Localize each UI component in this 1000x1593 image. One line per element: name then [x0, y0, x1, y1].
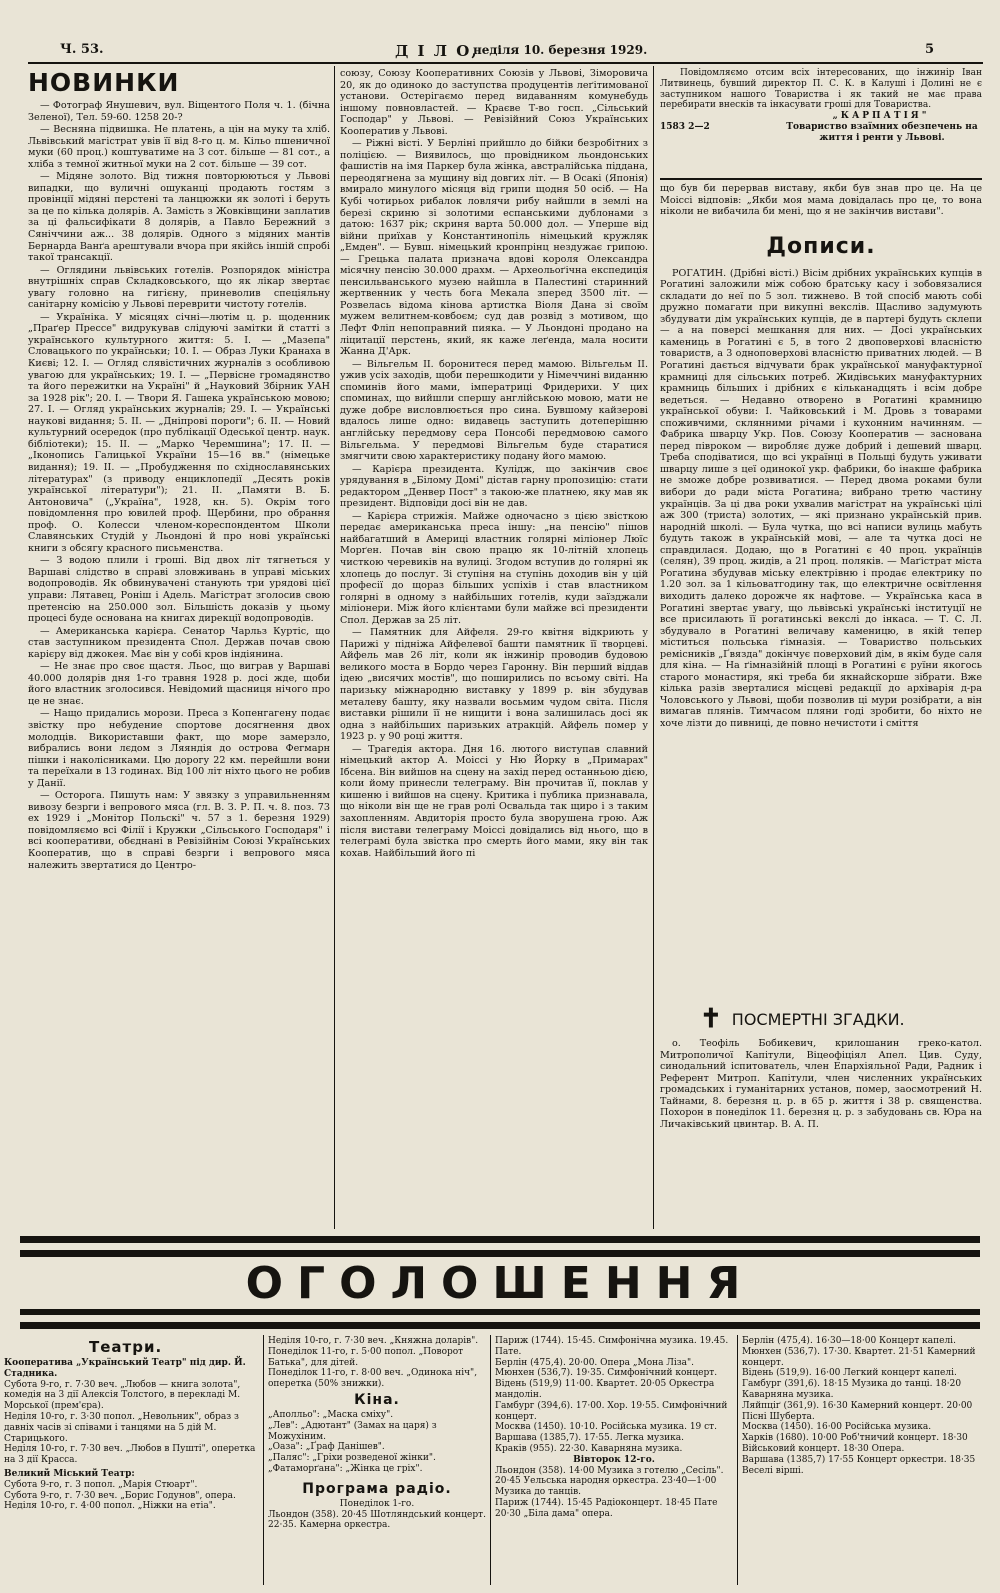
- header-rule: [28, 62, 983, 64]
- article: союзу, Союзу Кооперативних Союзів у Львові, Зіморовича 20, як до одиноко до заступства продуцентів леґітимованої установи. Остерігаємо перед видаванням комунебудь іншому повновластей. — Краєве Т-во госп. „Сільський Господар" у Львові. — Ревізійний Союз Українських Кооператив у Львові.: [340, 68, 648, 137]
- ad-line: Москва (1450). 16·00 Російська музика.: [742, 1422, 932, 1433]
- ad-line: Неділя 10-го, г. 4·00 попол. „Ніжки на етіа".: [4, 1501, 216, 1512]
- ad-line: „Оаза": „Ґраф Данішев".: [268, 1442, 385, 1453]
- ad-line: „Аполльо": „Маска сміху".: [268, 1409, 394, 1420]
- article: — Памятник для Айфеля. 29-го квітня відкриють у Парижі у підніжа Айфелевої башти памятник її творцеві. Айфель мав 26 літ, коли як інжинір проводив будовою великого моста в Бордо через Гаронну. Він перший віддав ідею „висячих мостів", що поширились по всьому світі. На паризьку міжнародню виставку у 1899 р. він збудував металеву башту, яку назвали восьмим чудом світа. Після виставки рішили її не нищити і вона залишилась досі як одна з найбільших паризьких атракцій. Айфель помер у 1923 р. у 90 році життя.: [340, 627, 648, 743]
- article: — Ріжні вісті. У Берліні прийшло до бійки безробітних з поліцією. — Виявилось, що провідником льондонських фашистів на імя Паркер була жінка, австралійська піддана, переодягнена за мущину від довгих літ. — В Осакі (Японія) вмирало минулого місяця від грипи щодня 50 осіб. — На Кубі чотирьох рибалок ловлячи рибу найшли в землі на березі скриню зі золотими еспанськими дублонами з датою: 1637 рік; скриня варта 50.000 дол. — Уперше від війни приїхав у Константинопіль німецький кружляк „Емден". — Бувш. німецький кронпрінц нездужає грипою. — Грецька палата признача вдові короля Олександра місячну пенсію 30.000 драхм. — Археольоґічна експедиція пенсильванського музею найшла в Палестині старинний жертвенник у честь бога Мекала зперед 3500 літ. — Розвелась відома кінова артистка Віоля Дана зі своїм мужем велитнем-ковбоєм; суд дав розвід з мотивом, що Лефт Фліп непоправний пияка. — У Льондоні продано на ліцитації перстень, який, як каже леґенда, мала носити Жанна Д'Арк.: [340, 138, 648, 358]
- ad-line: Ляйпціґ (361,9). 16·30 Камерний концерт. 20·00 Пісні Шуберта.: [742, 1400, 973, 1422]
- news-column-3: [660, 183, 982, 973]
- ad-line: Неділя 10-го, г. 7·30 веч. „Любов в Пушті", оперетка на 3 дії Красса.: [4, 1444, 256, 1466]
- ad-line: Льондон (358). 20·45 Шотляндський концерт. 22·35. Камерна оркестра.: [268, 1509, 486, 1531]
- masthead: Д І Л О,: [395, 42, 479, 60]
- ad-line: Субота 9-го, г. 3 попол. „Марія Стюарт".: [4, 1479, 198, 1490]
- theatre-ads: [4, 1336, 259, 1586]
- announcements-banner: [20, 1236, 980, 1330]
- ad-line: Варшава (1385,7). 17·55. Легка музика.: [495, 1433, 684, 1444]
- ad-line: Кооператива „Український Театр" під дир. Й. Стадника.: [4, 1358, 246, 1379]
- banner-stripe: [20, 1322, 980, 1329]
- ad-line: „Паляс": „Гріхи розведеної жінки".: [268, 1453, 436, 1464]
- ad-divider: [737, 1335, 738, 1585]
- banner-stripe: [20, 1236, 980, 1243]
- notice-rule: [660, 178, 982, 180]
- article: — Весняна підвишка. Не платень, а цін на муку та хліб. Львівський магістрат увів її від 8-го ц. м. Кільо пшеничної муки (60 проц.) коштуватиме на 3 сот. більше — 81 сот., а хліба з темної житньої муки на 2 сот. більше — 39 сот.: [28, 124, 330, 170]
- ad-line: Понеділок 1-го.: [339, 1498, 415, 1509]
- ad-divider: [263, 1335, 264, 1585]
- theatre-heading: Театри.: [89, 1338, 163, 1356]
- ad-line: Харків (1680). 10·00 Роб'тничий концерт. 18·30 Військовий концерт. 18·30 Опера.: [742, 1433, 968, 1454]
- obituary-header: [660, 1004, 982, 1034]
- issue-number: Ч. 53.: [60, 42, 104, 57]
- ad-line: Великий Міський Театр:: [4, 1468, 135, 1479]
- radio-heading: Програма радіо.: [302, 1480, 452, 1497]
- article: РОГАТИН. (Дрібні вісті.) Вісім дрібних українських купців в Рогатині заложили між собою братську касу і зобовязалися складати до неї по 5 зол. тижнево. В той спосіб мають собі дружно помагати при викупні векслів. Щасливо задумують збудувати дім українських купців, де в партері будуть склепи — а на поверсі мешкання для них. — Досі українських камениць в Рогатині є 5, в того 2 двоповерхові власністю товариств, а 3 одноповерхові власністю приватних людей. — В Рогатині дається відчувати брак української мануфактурної крамниці для сільських потреб. Жидівських мануфактурних крамниць більших і дрібних є кільканадцять і всім добре ведеться. — Недавно отворено в Рогатині крамницю української обуви: І. Чайковський і М. Дровь з товарами споживчими, склянними річами і кухонним начинням. — Фабрика шварцу Укр. Пов. Союзу Кооператив — заснована перед півроком — виробляє дуже добрий і дешевий шварц. Треба сподіватися, що всі українці в Польщі будуть уживати шварцу лише з цеї одинокої укр. фабрики, бо інакше фабрика не зможе добре розвиватися. — Перед двома роками були вибори до ради міста Рогатина; вибрано третю частину українців. За ці два роки ухвалив магістрат на українські цілі аж 300 (триста) золотих, — які признано українській прив. народній школі. — Була чутка, що всі написи вулиць мабуть будуть також в українській мові, — але та чутка досі не справдилася. Додаю, що в Рогатині є 40 проц. українців (селян), 39 проц. жидів, а 21 проц. поляків. — Маґістрат міста Рогатина збудував міську електрівню і продає електрику по 1.20 зол. за 1 кільоватгодину так, що електричне освітлення виходить далеко дорожче як нафтове. — Українська каса в Рогатині звертає увагу, що львівські українські інституції не все присилають її рогатинські векслі до інкаса. — Т. С. Л. збудувало в Рогатині величаву каменицю, в якій тепер міститься польська ґімназія. — Товариство польських ремісників „Ґвязда" докінчує поверховий дім, в якім буде саля для кіна. — На ґімназійній площі в Рогатині є руїни якогось старого монастиря, які треба би якнайскорше зібрати. Вже кілька разів зверталися місцеві редакції до архіварія д-ра Чоловського у Львові, щоби позволив ці мури розібрати, а він вимагав плянів. Тимчасом пляни годі зробити, бо ніхто не хоче лізти до пивниці, де повно нечистоти і сміття: [660, 267, 982, 729]
- article: — Карієра президента. Кулідж, що закінчив своє урядування в „Білому Домі" дістав гарну пропозицію: стати редактором „Денвер Пост" з такою-же платнею, яку мав як президент. Відповіди досі він не дав.: [340, 463, 648, 510]
- cinema-heading: Кіна.: [354, 1391, 400, 1408]
- ad-line: Москва (1450). 10·10. Російська музика. 19 ст.: [495, 1422, 718, 1433]
- ad-line: Відень (519,9) 11·00. Квартет. 20·05 Оркестра мандолін.: [495, 1379, 715, 1400]
- ad-line: Париж (1744). 15·45. Симфонічна музика. 19.45. Пате.: [495, 1336, 729, 1357]
- column-divider: [334, 66, 335, 1229]
- ad-line: Берлін (475,4). 20·00. Опера „Мона Ліза".: [495, 1357, 695, 1368]
- article: — Не знає про своє щастя. Льос, що виграв у Варшаві 40.000 долярів дня 1-го травня 1928 р. досі жде, щоби його властник зголосився. Невідомий щасниця нічого про це не знає.: [28, 661, 330, 707]
- banner-stripe: [20, 1308, 980, 1315]
- ad-line: Гамбург (391,6). 18·15 Музика до танці. 18·20 Каварняна музика.: [742, 1379, 962, 1400]
- article: — Трагедія актора. Дня 16. лютого виступав славний німецький актор А. Моіссі у Ню Йорку в „Примарах" Ібсена. Він вийшов на сцену на захід перед останньою дією, коли йому принесли телеграму. Він прочитав її, поклав у кишеню і вийшов на сцену. Критика і публика признавала, що ніколи він ще не грав ролі Освальда так щиро і з таким захопленням. Авдиторія просто була зворушена грою. Аж після вистави телеграму Моіссі довідались від нього, що в телеграмі була звістка про смерть його мами, яку він так кохав. Найбільший його пі: [340, 743, 648, 859]
- article: — Фотограф Янушевич, вул. Віщентого Поля ч. 1. (бічна Зеленої), Тел. 59-60. 1258 20-?: [28, 100, 330, 123]
- ad-line: „Лев": „Адютант" (Замах на царя) з Можухіним.: [268, 1420, 437, 1442]
- ad-line: „Фатаморґана": „Жінка це гріх".: [268, 1463, 423, 1474]
- article: — Карієра стрижія. Майже одночасно з цією звісткою передає американська преса іншу: „на пенсію" пішов найбагатший в Америці властник голярні міліонер Люїс Морґен. Почав він свою працю як 10-літній хлопець чисткою черевиків на вулиці. Згодом вступив до голярні як хлопець до послуг. Зі ступіня на ступінь доходив він у цій професії до щораз більших успіхів і став властником голярні в одному з найбільших готелів, куди заїзджали міліонери. Між його клієнтами були майже всі президенти Спол. Держав за 25 літ.: [340, 510, 648, 626]
- article: — З водою плили і гроші. Від двох літ тягнеться у Варшаві слідство в справі зловживань в управі міських водопроводів. Як обвинувачені станують три урядові цієї управи: Лятавец, Роніш і Адель. Магістрат зголосив свою претенсію на 250.000 зол. Більшість доказів у цьому процесі буде основана на книгах дирекції водопроводів.: [28, 555, 330, 625]
- ad-line: Варшава (1385,7) 17·55 Концерт оркестри. 18·35 Веселі вірші.: [742, 1454, 976, 1476]
- ad-line: Мюнхен (536,7). 17·30. Квартет. 21·51 Камерний концерт.: [742, 1346, 976, 1368]
- banner-stripe: [20, 1250, 980, 1257]
- ad-line: Мюнхен (536,7). 19·35. Симфонічний концерт.: [495, 1368, 718, 1379]
- section-heading: НОВИНКИ: [28, 68, 180, 97]
- article: — Україніка. У місяцях січні—лютім ц. р. щоденник „Праґер Прессе" видрукував слідуючі замітки й статті з українського культурного життя: 5. І. — „Мазепа" Словацького по українськи; 10. І. — Образ Луки Кранаха в Києві; 12. І. — Огляд слявістичних журналів з особливою увагою для українських; 19. І. — „Первісне громадянство та його пережитки на Україні" й „Науковий Збірник УАН за 1928 рік"; 20. І. — Твори Я. Гашека українською мовою; 27. І. — Огляд українських журналів; 29. І. — Українські наукові видання; 5. ІІ. — „Дніпрові пороги"; 6. ІІ. — Новий культурний осередок (про публікації Одеської центр. наук. бібліотеки); 15. ІІ. — „Марко Черемшина"; 17. ІІ. — „Іконопись Галицької України 15—16 вв." (німецьке видання); 19. ІІ. — „Пробудження по східнославянських літературах" (з приводу енциклопедії „Десять років української літератури"); 21. ІІ. „Памяти В. Б. Антоновича" („Україна", 1928, кн. 5). Окрім того повідомлення про ювилей проф. Щербини, про обрання проф. О. Колесси членом-кореспондентом Школи Славянських Студій у Льондоні й про нові українські книги з обсягу красного письменства.: [28, 311, 330, 554]
- cinema-radio-ads: [268, 1336, 486, 1586]
- obituary-text: о. Теофіль Бобикевич, крилошанин греко-катол. Митрополичої Капітули, Віцеофіціял Апел. Цив. Суду, синодальний іспитователь, член Епархіяльної Ради, Радник і Референт Митроп. Капітули, член численних українських громадських і гуманітарних установ, помер, заосмотрений Н. Тайнами, 8. березня ц. р. в 65 р. життя і 38 р. священства. Похорон в понеділок 11. березня ц. р. з забудовань св. Юра на Личаківський цвинтар. В. А. П.: [660, 1038, 982, 1130]
- ad-line: Неділя 10-го, г. 3·30 попол. „Невольник", образ з давніх часів зі співами і танцями на 5 дій М. Старицького.: [4, 1411, 239, 1444]
- ad-line: Неділя 10-го, г. 7·30 веч. „Княжна доларів".: [268, 1336, 479, 1346]
- ad-line: Відень (519,9). 16·00 Легкий концерт капелі.: [742, 1368, 957, 1379]
- article: — Американська карієра. Сенатор Чарльз Куртіс, що став заступником президента Спол. Держав почав свою карієру від джокея. Має він у собі кров індіянина.: [28, 625, 330, 660]
- news-column-2: [340, 68, 648, 1228]
- ad-line: Субота 9-го, г. 7·30 веч. „Борис Годунов", опера.: [4, 1490, 236, 1501]
- ad-line: Льондон (358). 14·00 Музика з готелю „Сесіль". 20·45 Уельська народня оркестра. 23·40—1·00 Музика до танців.: [495, 1465, 724, 1498]
- ad-line: Вівторок 12-го.: [573, 1454, 655, 1465]
- ad-divider: [490, 1335, 491, 1585]
- article: що був би перервав виставу, якби був знав про це. На це Моіссі відповів: „Якби моя мама довідалась про це, то вона ніколи не вибачила би мені, що я не закінчив вистави".: [660, 183, 982, 218]
- notice-text: Повідомляємо отсим всіх інтересованих, що інжинір Іван Литвинець, бувший директор П. С. К. в Калуші і Долині не є заступником нашого Товариства і як такий не має права перебирати внесків та інкасувати гроші для Товариства.: [660, 68, 982, 111]
- obituary-text-block: [660, 1038, 982, 1228]
- notice-org-sub: Товариство взаїмних обезпечень на життя і ренти у Львові.: [786, 121, 978, 143]
- announcements-title: ОГОЛОШЕННЯ: [20, 1258, 980, 1309]
- page-number: 5: [925, 42, 935, 57]
- ad-line: Понеділок 11-го, г. 8·00 веч. „Одинока ніч", оперетка (50% знижки).: [268, 1368, 478, 1390]
- ad-line: Берлін (475,4). 16·30—18·00 Концерт капелі.: [742, 1336, 956, 1346]
- ad-line: Краків (955). 22·30. Каварняна музика.: [495, 1443, 683, 1454]
- notice-code: 1583 2—2: [660, 121, 710, 132]
- section-heading: Дописи.: [766, 233, 876, 259]
- column-divider: [653, 66, 654, 1229]
- article: — Нащо придались морози. Преса з Копенгагену подає звістку про небудение спортове досягнення двох молодців. Використавши факт, що море замерзло, вибрались вони лєдом з Ляяндія до острова Фегмарн пішки і наколісниками. Цю дорогу 22 км. перейшли вони та переїхали в 13 годинах. Від 100 літ ніхто цього не робив у Данії.: [28, 708, 330, 789]
- radio-program-1: [495, 1336, 733, 1586]
- ad-line: Субота 9-го, г. 7·30 веч. „Любов — книга золота", комедія на 3 дії Алексія Толстого, в перекладі М. Морської (прем'єра).: [4, 1379, 241, 1412]
- news-column-1: [28, 68, 330, 1228]
- notice-org: „КАРПАТІЯ": [832, 111, 930, 122]
- ad-line: Гамбург (394,6). 17·00. Хор. 19·55. Симфонічний концерт.: [495, 1400, 728, 1422]
- article: — Вільгельм ІІ. боронитеся перед мамою. Вільгельм ІІ. ужив усіх заходів, щоби перешкодити у Німеччині виданню споминів його мами, імператриці Фридерихи. У цих споминах, що вийшли спершу англійською мовою, мати не дуже добре висловлюється про сина. Бувшому кайзерові вдалось лише одно: видавець заступить дотеперішню англійську передмову сера Понсобі передмовою самого Вільгельма. У передмові Вільгельм буде старатися змягчити свою характеристику подану його мамою.: [340, 358, 648, 463]
- article: — Оглядини львівських готелів. Розпорядок міністра внутрішніх справ Складковського, що як лікар звертає увагу головно на гигієну, приневолив спеціяльну санітарну комісію у Львові переврити чистоту готелів.: [28, 264, 330, 311]
- article: — Осторога. Пишуть нам: У звязку з управильненням вивозу безрги і вепрового мяса (гл. В. З. Р. П. ч. 8. поз. 73 ех 1929 і „Монітор Польскі" ч. 57 з 1. березня 1929) повідомляємо всі Філії і Кружки „Сільського Господаря" і всі кооперативи, обєднані в Ревізійнім Союзі Українських Кооператив, що в справі безрги і вепрового мяса належить звертатися до Центро-: [28, 790, 330, 871]
- obituary-title: ПОСМЕРТНІ ЗГАДКИ.: [731, 1009, 905, 1029]
- article: — Мідяне золото. Від тижня повторюються у Львові випадки, що вуличні ошуканці продають гостям з провінції мідяні перстені та ланцюжки як золоті і беруть за це по кілька долярів. А. Замість з Жовківщини заплатив за ці фальсифікати 8 долярів, а Павло Бережний з Сяніччини аж... 38 долярів. Одного з мідяних мантів Бернарда Ванґа арештували вчора при якійсь іншій спробі такої трансакції.: [28, 171, 330, 264]
- ad-line: Париж (1744). 15·45 Радіоконцерт. 18·45 Пате 20·30 „Біла дама" опера.: [495, 1497, 718, 1519]
- issue-date: неділя 10. березня 1929.: [473, 43, 648, 57]
- cross-icon: ✝: [700, 1004, 722, 1034]
- ad-line: Понеділок 11-го, г. 5·00 попол. „Поворот Батька", для дітей.: [268, 1346, 464, 1368]
- radio-program-2: [742, 1336, 982, 1586]
- insurance-notice: [660, 68, 982, 174]
